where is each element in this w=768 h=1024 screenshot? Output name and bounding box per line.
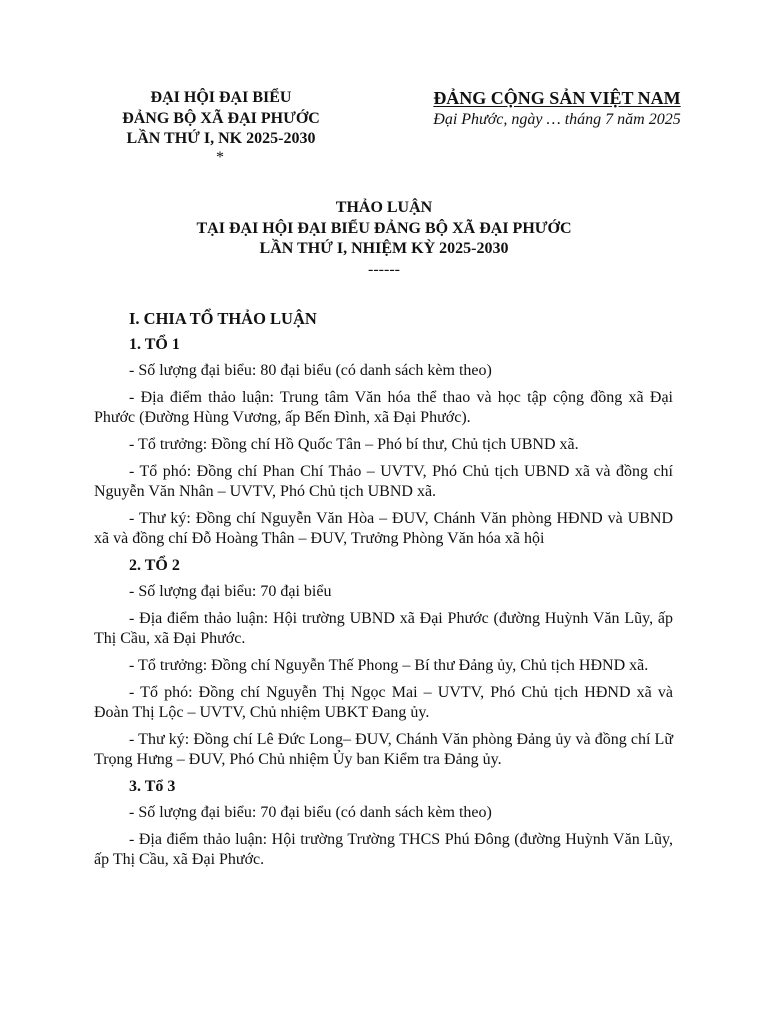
group-1-secretary: - Thư ký: Đồng chí Nguyễn Văn Hòa – ĐUV, Chánh Văn phòng HĐND và UBND xã và đồng chí Đỗ Hoàng Thân – ĐUV, Trưởng Phòng Văn hóa xã hội	[94, 510, 673, 547]
group-2-heading: 2. TỔ 2	[129, 557, 180, 574]
congress-line-3: LẦN THỨ I, NK 2025-2030	[126, 130, 316, 147]
group-2-leader: - Tổ trưởng: Đồng chí Nguyễn Thế Phong – Bí thư Đảng ủy, Chủ tịch HĐND xã.	[129, 657, 649, 674]
group-3-heading: 3. Tổ 3	[129, 778, 176, 795]
congress-line-1: ĐẠI HỘI ĐẠI BIỂU	[150, 89, 292, 106]
congress-header	[88, 88, 354, 166]
title-line-3: LẦN THỨ I, NHIỆM KỲ 2025-2030	[259, 240, 509, 257]
header-star: *	[216, 148, 224, 166]
group-1-heading: 1. TỔ 1	[129, 336, 180, 353]
group-2-delegates: - Số lượng đại biểu: 70 đại biểu	[129, 583, 332, 600]
group-3-location: - Địa điểm thảo luận: Hội trường Trường THCS Phú Đông (đường Huỳnh Văn Lũy, ấp Thị Cầu, xã Đại Phước.	[94, 831, 673, 868]
group-3-delegates: - Số lượng đại biểu: 70 đại biểu (có danh sách kèm theo)	[129, 804, 492, 821]
section-heading: I. CHIA TỔ THẢO LUẬN	[129, 309, 317, 328]
party-header	[404, 86, 710, 130]
document-body	[94, 309, 673, 877]
congress-line-2: ĐẢNG BỘ XÃ ĐẠI PHƯỚC	[122, 109, 320, 127]
document-title	[80, 198, 688, 280]
group-1-deputy: - Tổ phó: Đồng chí Phan Chí Thảo – UVTV, Phó Chủ tịch UBND xã và đồng chí Nguyễn Văn Nhân – UVTV, Phó Chủ tịch UBND xã.	[94, 463, 673, 500]
title-line-1: THẢO LUẬN	[335, 199, 433, 216]
group-2-location: - Địa điểm thảo luận: Hội trường UBND xã Đại Phước (đường Huỳnh Văn Lũy, ấp Thị Cầu, xã Đại Phước.	[94, 610, 673, 647]
party-name: ĐẢNG CỘNG SẢN VIỆT NAM	[433, 88, 681, 108]
title-divider: ------	[368, 260, 400, 278]
group-2-deputy: - Tổ phó: Đồng chí Nguyễn Thị Ngọc Mai – UVTV, Phó Chủ tịch HĐND xã và Đoàn Thị Lộc – UVTV, Chủ nhiệm UBKT Đang ủy.	[94, 684, 673, 721]
title-line-2: TẠI ĐẠI HỘI ĐẠI BIỂU ĐẢNG BỘ XÃ ĐẠI PHƯỚC	[196, 219, 572, 237]
group-1-delegates: - Số lượng đại biểu: 80 đại biểu (có danh sách kèm theo)	[129, 362, 492, 379]
group-1-leader: - Tổ trưởng: Đồng chí Hồ Quốc Tân – Phó bí thư, Chủ tịch UBND xã.	[129, 436, 579, 453]
place-date: Đại Phước, ngày … tháng 7 năm 2025	[433, 111, 681, 128]
group-1-location: - Địa điểm thảo luận: Trung tâm Văn hóa thể thao và học tập cộng đồng xã Đại Phước (Đường Hùng Vương, ấp Bến Đình, xã Đại Phước).	[94, 389, 673, 426]
group-2-secretary: - Thư ký: Đồng chí Lê Đức Long– ĐUV, Chánh Văn phòng Đảng ủy và đồng chí Lữ Trọng Hưng – ĐUV, Phó Chủ nhiệm Ủy ban Kiểm tra Đảng ủy.	[94, 731, 673, 768]
